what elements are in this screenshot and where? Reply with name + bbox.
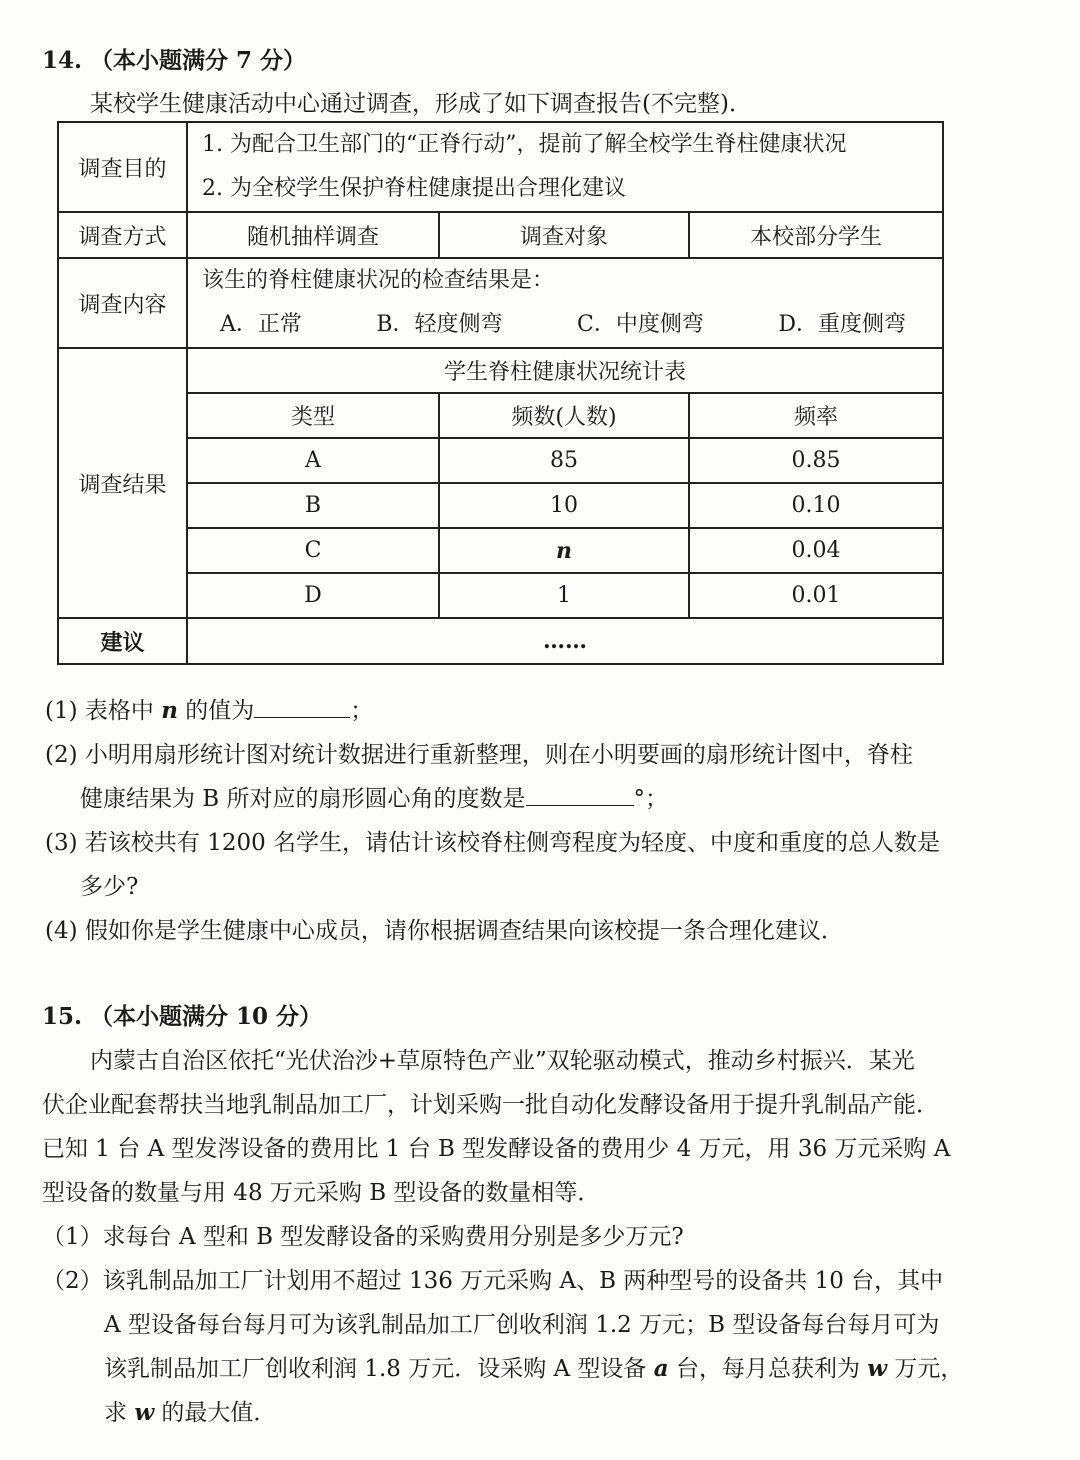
q15-sub2-line3 (104, 1350, 963, 1383)
q14-sub3-line1: (3) 若该校共有 1200 名学生，请估计该校脊柱侧弯程度为轻度、中度和重度的总人数是 (45, 830, 941, 856)
content-cell (187, 258, 943, 348)
q14-intro: 某校学生健康活动中心通过调查，形成了如下调查报告(不完整)． (90, 91, 752, 117)
content-label: 调查内容 (58, 258, 187, 348)
answer-blank-2[interactable] (526, 783, 634, 806)
table-row (58, 528, 943, 573)
row-b-count: 10 (439, 483, 689, 528)
row-c-count: n (439, 528, 689, 573)
q15-sub2-line4 (104, 1394, 276, 1427)
stats-title-row (58, 348, 943, 393)
method-row (58, 212, 943, 258)
q15-para-line1: 内蒙古自治区依托“光伏治沙+草原特色产业”双轮驱动模式，推动乡村振兴．某光 (90, 1048, 915, 1074)
suggest-value: …… (187, 618, 943, 664)
q14-sub1-var: n (161, 697, 178, 724)
result-label: 调查结果 (58, 348, 187, 618)
content-row (58, 258, 943, 348)
method-value: 随机抽样调查 (187, 212, 439, 258)
q15-sub2-line4-text-2: 的最大值． (154, 1400, 277, 1426)
purpose-row (58, 122, 943, 212)
stats-title: 学生脊柱健康状况统计表 (187, 348, 943, 393)
method-label: 调查方式 (58, 212, 187, 258)
col-type: 类型 (187, 393, 439, 438)
q14-sub2-line1: (2) 小明用扇形统计图对统计数据进行重新整理，则在小明要画的扇形统计图中，脊柱 (45, 742, 913, 768)
q14-sub4: (4) 假如你是学生健康中心成员，请你根据调查结果向该校提一条合理化建议． (45, 918, 844, 944)
table-row (58, 438, 943, 483)
row-b-rate: 0.10 (689, 483, 943, 528)
q15-para-line4: 型设备的数量与用 48 万元采购 B 型设备的数量相等． (42, 1180, 601, 1206)
object-value: 本校部分学生 (689, 212, 943, 258)
col-rate: 频率 (689, 393, 943, 438)
row-c-rate: 0.04 (689, 528, 943, 573)
q15-para-line2: 伏企业配套帮扶当地乳制品加工厂，计划采购一批自动化发酵设备用于提升乳制品产能． (42, 1092, 939, 1118)
row-c-type: C (187, 528, 439, 573)
q14-header: 14. （本小题满分 7 分） (42, 47, 307, 74)
row-d-rate: 0.01 (689, 573, 943, 618)
q15-sub2-line2: A 型设备每台每月可为该乳制品加工厂创收利润 1.2 万元；B 型设备每台每月可为 (104, 1312, 940, 1338)
var-w-2: w (134, 1399, 155, 1426)
row-d-count: 1 (439, 573, 689, 618)
purpose-item-2: 2. 为全校学生保护脊柱健康提出合理化建议 (202, 176, 626, 201)
row-d-type: D (187, 573, 439, 618)
option-c: C．中度侧弯 (577, 312, 704, 337)
q15-sub2-line4-text: 求 (104, 1400, 135, 1426)
row-a-count: 85 (439, 438, 689, 483)
answer-blank-1[interactable] (254, 695, 350, 718)
var-a: a (653, 1355, 669, 1382)
option-b: B．轻度侧弯 (376, 312, 503, 337)
row-a-rate: 0.85 (689, 438, 943, 483)
survey-report-table (57, 121, 944, 665)
q14-sub2-line2 (80, 780, 668, 813)
content-question: 该生的脊柱健康状况的检查结果是： (202, 268, 555, 293)
purpose-cell (187, 122, 943, 212)
option-d: D．重度侧弯 (778, 312, 906, 337)
q15-sub2-line1: （2）该乳制品加工厂计划用不超过 136 万元采购 A、B 两种型号的设备共 10 台，其中 (42, 1268, 944, 1294)
object-label: 调查对象 (439, 212, 689, 258)
q14-sub1-text-2: 的值为 (177, 698, 255, 724)
row-b-type: B (187, 483, 439, 528)
var-w: w (867, 1355, 888, 1382)
row-a-type: A (187, 438, 439, 483)
q15-sub2-line3-text: 该乳制品加工厂创收利润 1.8 万元．设采购 A 型设备 (104, 1356, 654, 1382)
purpose-item-1: 1. 为配合卫生部门的“正脊行动”，提前了解全校学生脊柱健康状况 (202, 132, 847, 157)
col-frequency: 频数(人数) (439, 393, 689, 438)
suggest-row (58, 618, 943, 664)
q15-sub2-line3-text-3: 万元， (887, 1356, 964, 1382)
q15-sub2-line3-text-2: 台，每月总获利为 (668, 1356, 868, 1382)
q14-sub1-text: (1) 表格中 (45, 698, 162, 724)
suggest-label: 建议 (58, 618, 187, 664)
q15-para-line3: 已知 1 台 A 型发涔设备的费用比 1 台 B 型发酵设备的费用少 4 万元，用 36 万元采购 A (42, 1136, 951, 1162)
option-a: A．正常 (220, 312, 302, 337)
q14-sub2-end: °； (633, 786, 669, 812)
q14-sub1 (45, 692, 373, 725)
q14-sub2-text: 健康结果为 B 所对应的扇形圆心角的度数是 (80, 786, 526, 812)
purpose-label: 调查目的 (58, 122, 187, 212)
q14-sub1-end: ； (350, 698, 374, 724)
stats-header-row (58, 393, 943, 438)
q15-header: 15. （本小题满分 10 分） (42, 1003, 323, 1030)
q15-sub1: （1）求每台 A 型和 B 型发酵设备的采购费用分别是多少万元? (42, 1224, 684, 1250)
content-options (188, 303, 942, 347)
table-row (58, 483, 943, 528)
q14-sub3-line2: 多少? (80, 874, 139, 900)
table-row (58, 573, 943, 618)
